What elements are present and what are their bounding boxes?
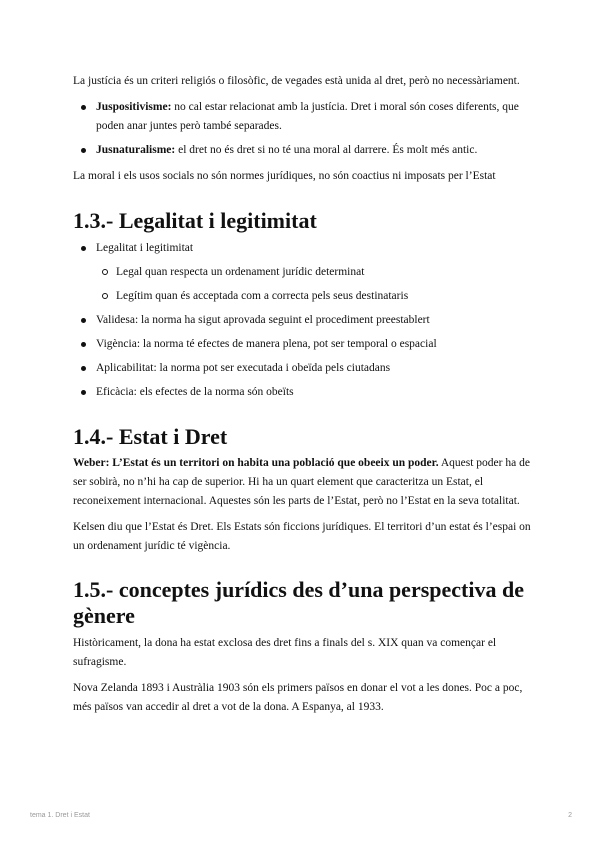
weber-paragraph [73,454,531,511]
list-item-juspositivisme [73,98,531,136]
section-1-3-title: 1.3.- Legalitat i legitimitat [73,208,317,233]
footer-title: tema 1. Dret i Estat [30,812,90,819]
section-1-4-title: 1.4.- Estat i Dret [73,424,228,449]
text-juspositivisme: no cal estar relacionat amb la justícia. Dret i moral són coses diferents, que poden anar juntes però també separades. [96,101,519,132]
vote-paragraph: Nova Zelanda 1893 i Austràlia 1903 són els primers països en donar el vot a les dones. Poc a poc, més països van accedir al dret a vot de la dona. A Espanya, al 1933. [73,682,523,713]
list-item-aplicabilitat: Aplicabilitat: la norma pot ser executada i obeïda pels ciutadans [73,359,531,378]
sublist-item-legal: Legal quan respecta un ordenament jurídic determinat [73,263,531,282]
list-item-eficacia: Eficàcia: els efectes de la norma són obeïts [73,383,531,402]
historic-paragraph: Històricament, la dona ha estat exclosa des dret fins a finals del s. XIX quan va començar el sufragisme. [73,637,497,668]
moral-paragraph: La moral i els usos socials no són normes jurídiques, no són coactius ni imposats per l’Estat [73,170,496,182]
sublist-item-legitim: Legítim quan és acceptada com a correcta pels seus destinataris [73,287,531,306]
list-item-vigencia: Vigència: la norma té efectes de manera plena, pot ser temporal o espacial [73,335,531,354]
kelsen-paragraph: Kelsen diu que l’Estat és Dret. Els Estats són ficcions jurídiques. El territori d’un estat és l’espai on un ordenament jurídic té vigència. [73,521,531,552]
term-juspositivisme: Juspositivisme: [96,101,172,113]
page-content [73,72,531,717]
legalitat-list [73,239,531,402]
weber-definition: Weber: L’Estat és un territori on habita una població que obeeix un poder. [73,457,439,469]
weber-text: Aquest poder ha de ser sobirà, no n’hi ha cap de superior. Hi ha un quart element que caracteritza un Estat, el reconeixement internacional. Aquestes són les parts de l’Estat, però no l’Estat en la seva totalitat. [73,457,530,507]
intro-paragraph: La justícia és un criteri religiós o filosòfic, de vegades està unida al dret, però no necessàriament. [73,75,520,87]
theories-list [73,98,531,160]
page-number: 2 [568,812,572,819]
list-item-validesa: Validesa: la norma ha sigut aprovada seguint el procediment preestablert [73,311,531,330]
text-jusnaturalisme: el dret no és dret si no té una moral al darrere. És molt més antic. [175,144,478,156]
term-jusnaturalisme: Jusnaturalisme: [96,144,176,156]
list-item-jusnaturalisme [73,141,531,160]
list-item-legalitat: Legalitat i legitimitat [73,239,531,258]
section-1-5-title: 1.5.- conceptes jurídics des d’una perspectiva de gènere [73,577,524,628]
